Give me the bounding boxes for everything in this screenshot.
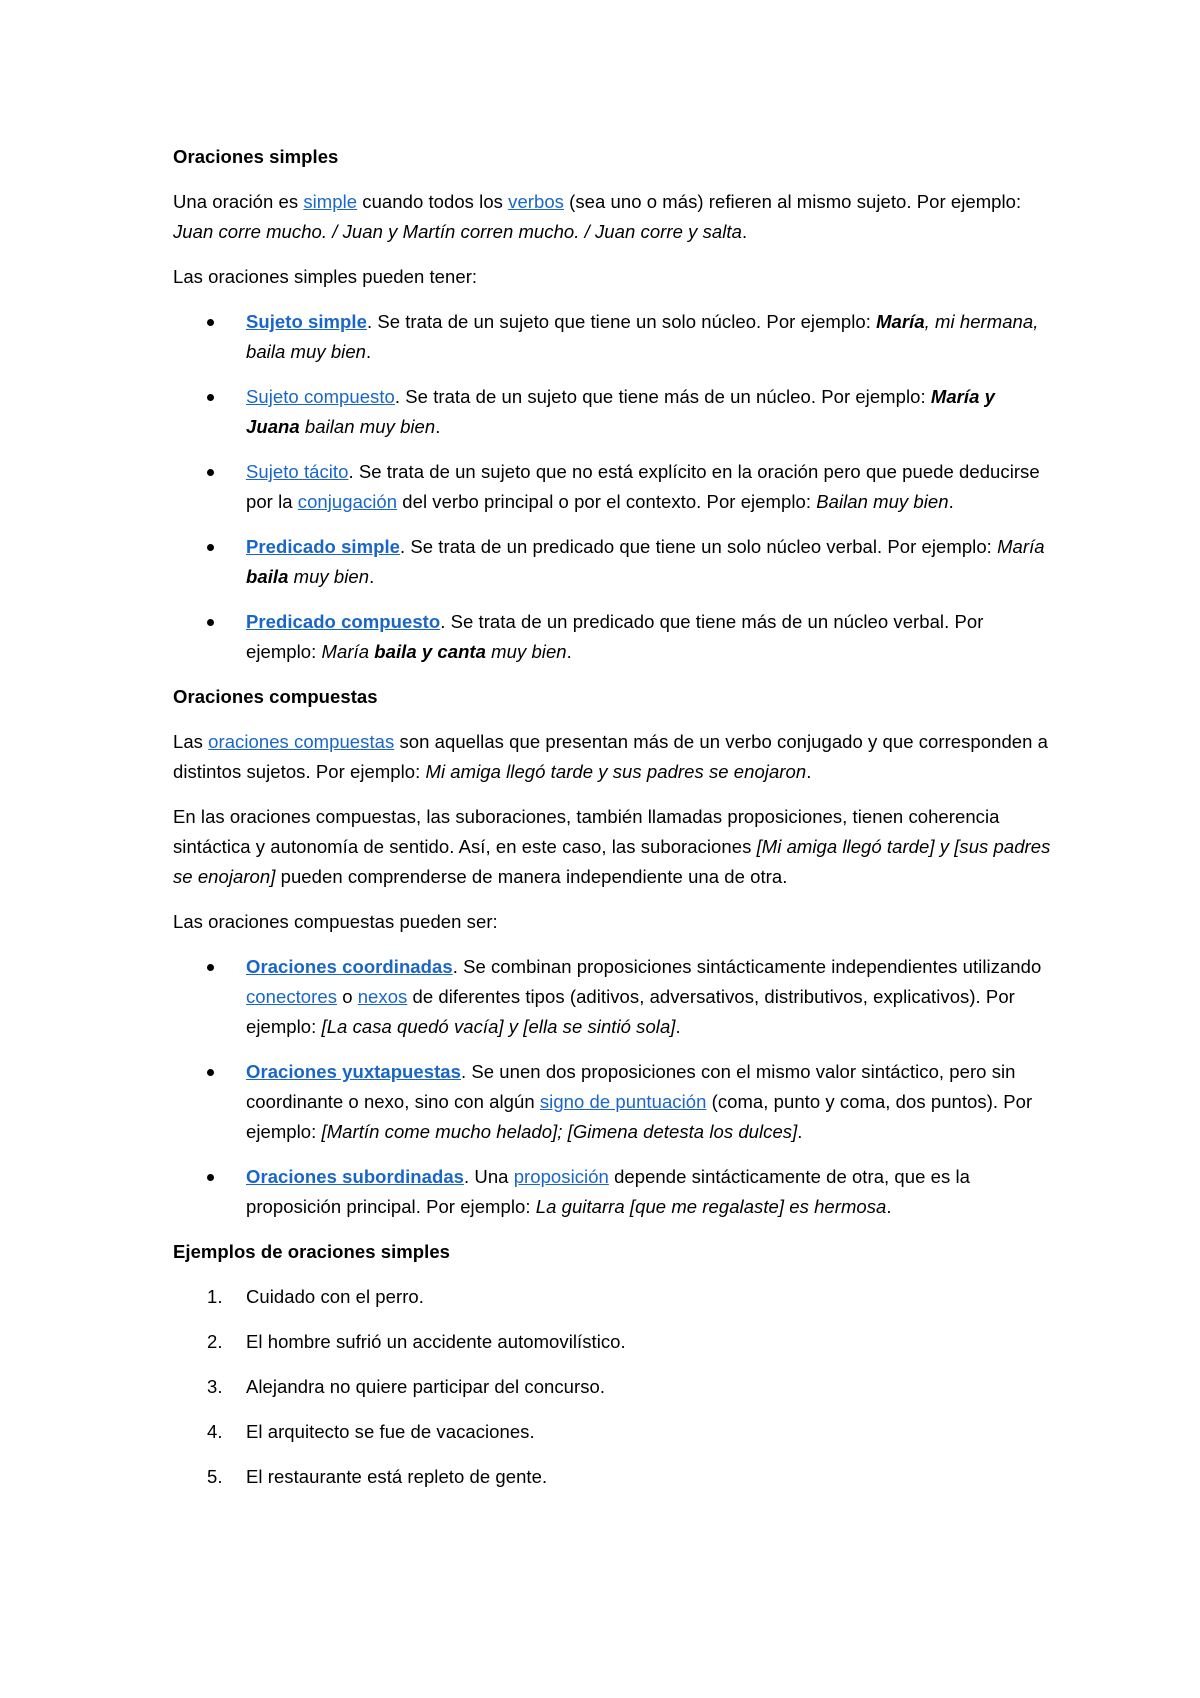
list-ejemplos xyxy=(173,1282,1053,1492)
paragraph-simples-lead: Las oraciones simples pueden tener: xyxy=(173,266,478,287)
text: . xyxy=(366,341,372,362)
text: . xyxy=(806,761,812,782)
example-text: María xyxy=(997,536,1045,557)
example-text: Bailan muy bien xyxy=(816,491,949,512)
bullet-icon xyxy=(207,319,214,326)
bullet-icon xyxy=(207,394,214,401)
bullet-icon xyxy=(207,544,214,551)
link-oraciones-coordinadas[interactable]: Oraciones coordinadas xyxy=(246,956,453,977)
list-number: 3. xyxy=(207,1376,223,1397)
list-number: 1. xyxy=(207,1286,223,1307)
list-item xyxy=(173,607,1053,667)
link-sujeto-compuesto[interactable]: Sujeto compuesto xyxy=(246,386,395,407)
text: . xyxy=(797,1121,803,1142)
list-item xyxy=(173,1282,1053,1312)
link-oraciones-yuxtapuestas[interactable]: Oraciones yuxtapuestas xyxy=(246,1061,461,1082)
link-simple[interactable]: simple xyxy=(303,191,358,212)
paragraph-compuestas-2 xyxy=(173,802,1053,892)
text: . xyxy=(675,1016,681,1037)
text: . xyxy=(886,1196,892,1217)
list-simples xyxy=(173,307,1053,667)
list-item xyxy=(173,457,1053,517)
text: del verbo principal o por el contexto. Por ejemplo: xyxy=(397,491,817,512)
example-text: bailan muy bien xyxy=(299,416,436,437)
bullet-icon xyxy=(207,964,214,971)
link-sujeto-tacito[interactable]: Sujeto tácito xyxy=(246,461,349,482)
text: son aquellas que presentan más de un verbo conjugado y que corresponden a distintos sujetos. Por ejemplo: xyxy=(173,731,1048,782)
link-oraciones-compuestas[interactable]: oraciones compuestas xyxy=(208,731,395,752)
list-item xyxy=(173,1462,1053,1492)
list-item-text: El restaurante está repleto de gente. xyxy=(246,1466,548,1487)
example-text: muy bien xyxy=(485,641,567,662)
section-heading-ejemplos: Ejemplos de oraciones simples xyxy=(173,1241,450,1262)
example-text: María xyxy=(321,641,375,662)
text: depende sintácticamente de otra, que es la proposición principal. Por ejemplo: xyxy=(246,1166,970,1217)
list-item-text: Alejandra no quiere participar del concurso. xyxy=(246,1376,606,1397)
text: pueden comprenderse de manera independiente una de otra. xyxy=(275,866,788,887)
text: de diferentes tipos (aditivos, adversativos, distributivos, explicativos). Por ejemplo: xyxy=(246,986,1015,1037)
example-text: [Mi amiga llegó tarde] y [sus padres se enojaron] xyxy=(173,836,1051,887)
link-conectores[interactable]: conectores xyxy=(246,986,337,1007)
example-bold: María xyxy=(876,311,925,332)
example-text: muy bien xyxy=(288,566,370,587)
example-bold: baila xyxy=(246,566,289,587)
list-item xyxy=(173,307,1053,367)
text: . xyxy=(741,221,748,242)
text: . xyxy=(369,566,375,587)
text: . Se trata de un sujeto que tiene un solo núcleo. Por ejemplo: xyxy=(366,311,877,332)
text: cuando todos los xyxy=(357,191,509,212)
list-item xyxy=(173,1417,1053,1447)
text: Una oración es xyxy=(173,191,304,212)
list-number: 2. xyxy=(207,1331,223,1352)
text: . Se trata de un predicado que tiene un solo núcleo verbal. Por ejemplo: xyxy=(400,536,998,557)
paragraph-compuestas-lead: Las oraciones compuestas pueden ser: xyxy=(173,911,498,932)
example-text: Juan corre mucho. / Juan y Martín corren mucho. / Juan corre y salta xyxy=(173,221,742,242)
text: . Se trata de un sujeto que no está explícito en la oración pero que puede deducirse por la xyxy=(246,461,1040,512)
list-item xyxy=(173,1162,1053,1222)
list-item-text: El hombre sufrió un accidente automovilístico. xyxy=(246,1331,626,1352)
link-proposicion[interactable]: proposición xyxy=(513,1166,609,1187)
link-sujeto-simple[interactable]: Sujeto simple xyxy=(246,311,367,332)
list-number: 4. xyxy=(207,1421,223,1442)
link-oraciones-subordinadas[interactable]: Oraciones subordinadas xyxy=(246,1166,465,1187)
text: o xyxy=(337,986,358,1007)
text: . Se trata de un predicado que tiene más de un núcleo verbal. Por ejemplo: xyxy=(246,611,984,662)
example-text: [Martín come mucho helado]; [Gimena detesta los dulces] xyxy=(321,1121,798,1142)
list-number: 5. xyxy=(207,1466,223,1487)
text: . Se unen dos proposiciones con el mismo valor sintáctico, pero sin coordinante o nexo, sino con algún xyxy=(246,1061,1016,1112)
list-item xyxy=(173,1372,1053,1402)
list-item-text: El arquitecto se fue de vacaciones. xyxy=(246,1421,535,1442)
bullet-icon xyxy=(207,1069,214,1076)
list-compuestas xyxy=(173,952,1053,1222)
list-item xyxy=(173,382,1053,442)
text: (sea uno o más) refieren al mismo sujeto. Por ejemplo: xyxy=(563,191,1022,212)
text: . Una xyxy=(464,1166,514,1187)
example-bold: María y Juana xyxy=(246,386,995,437)
text: . Se combinan proposiciones sintácticamente independientes utilizando xyxy=(452,956,1042,977)
example-text: Mi amiga llegó tarde y sus padres se enojaron xyxy=(425,761,807,782)
list-item xyxy=(173,952,1053,1042)
text: En las oraciones compuestas, las suboraciones, también llamadas proposiciones, tienen coherencia sintáctica y autonomía de sentido. Así, en este caso, las suboraciones xyxy=(173,806,1000,857)
bullet-icon xyxy=(207,469,214,476)
section-heading-compuestas: Oraciones compuestas xyxy=(173,686,378,707)
link-nexos[interactable]: nexos xyxy=(357,986,408,1007)
example-text: [La casa quedó vacía] y [ella se sintió sola] xyxy=(321,1016,676,1037)
paragraph-compuestas-1 xyxy=(173,727,1053,787)
example-text: , mi hermana, baila muy bien xyxy=(246,311,1039,362)
text: . xyxy=(566,641,572,662)
text: (coma, punto y coma, dos puntos). Por ejemplo: xyxy=(246,1091,1033,1142)
document-page xyxy=(173,142,1053,1507)
text: . xyxy=(948,491,954,512)
bullet-icon xyxy=(207,619,214,626)
section-heading-simples: Oraciones simples xyxy=(173,146,339,167)
text: Las xyxy=(173,731,209,752)
list-item xyxy=(173,532,1053,592)
text: . Se trata de un sujeto que tiene más de un núcleo. Por ejemplo: xyxy=(394,386,931,407)
list-item xyxy=(173,1327,1053,1357)
example-text: La guitarra [que me regalaste] es hermosa xyxy=(535,1196,887,1217)
link-signo-de-puntuacion[interactable]: signo de puntuación xyxy=(539,1091,707,1112)
link-predicado-compuesto[interactable]: Predicado compuesto xyxy=(246,611,441,632)
list-item xyxy=(173,1057,1053,1147)
list-item-text: Cuidado con el perro. xyxy=(246,1286,424,1307)
bullet-icon xyxy=(207,1174,214,1181)
example-bold: baila y canta xyxy=(374,641,486,662)
link-predicado-simple[interactable]: Predicado simple xyxy=(246,536,400,557)
link-conjugacion[interactable]: conjugación xyxy=(297,491,398,512)
text: . xyxy=(435,416,441,437)
paragraph-simples-intro xyxy=(173,187,1053,247)
link-verbos[interactable]: verbos xyxy=(508,191,564,212)
